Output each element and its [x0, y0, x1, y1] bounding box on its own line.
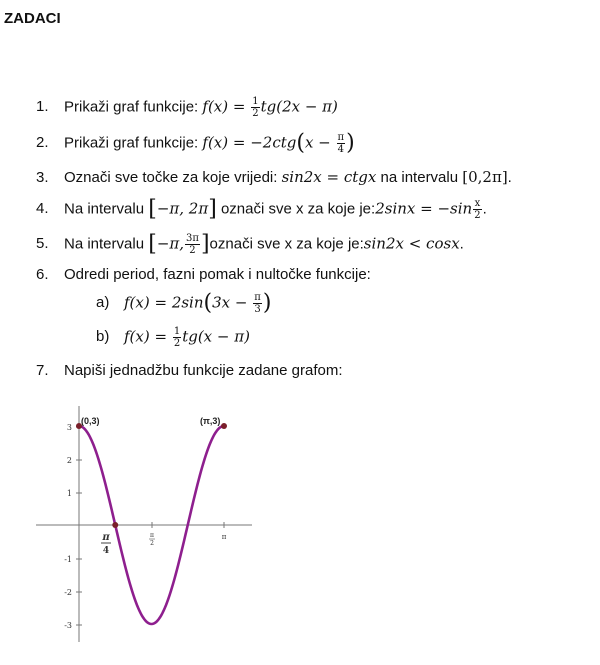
x-tick-label-pi4-denominator: 4 [102, 546, 110, 556]
task-text: označi sve x za koje je: [216, 200, 376, 218]
y-tick-label: 1 [66, 489, 72, 498]
graph-point [221, 423, 227, 429]
y-tick-label: -1 [64, 555, 72, 564]
task-number: 4. [36, 200, 49, 218]
y-tick-label: -3 [64, 621, 72, 630]
task-7 [36, 362, 343, 379]
math-expression: tg(x − π) [182, 327, 250, 346]
math-expression: x − [304, 133, 336, 152]
y-tick-label: -2 [64, 588, 72, 597]
subtask-label: a) [96, 294, 110, 312]
graph-points [76, 423, 227, 528]
math-expression: tg(2x − π) [260, 97, 338, 116]
x-tick-label-pi4-numerator: π [102, 532, 110, 543]
task-1 [36, 96, 338, 119]
fraction: $\frac{\pi}{4}$ [337, 132, 345, 155]
graph-point [112, 522, 118, 528]
task-2: 2. Prikaži graf funkcije: f(x) = −2ctg(x − $\frac{\pi}{4}$ ) [36, 130, 355, 156]
punctuation: . [507, 169, 512, 186]
fraction: $\frac{1}{2}$ [252, 96, 259, 119]
task-5: 5. Na intervalu [−π, $\frac{3\pi}{2}$ ]označi sve x za koje je:sin2x < cosx. [36, 231, 464, 257]
math-expression: 2sinx = −sin [375, 199, 473, 218]
math-expression: f(x) = −2ctg [202, 133, 297, 152]
math-expression: f(x) = [124, 327, 172, 346]
math-expression: f(x) = 2sin [124, 293, 204, 312]
task-number: 6. [36, 266, 49, 283]
y-tick-label: 3 [66, 423, 72, 432]
x-tick-label-pi: π [221, 533, 227, 541]
task-text: Odredi period, fazni pomak i nultočke funkcije: [64, 266, 371, 283]
task-number: 3. [36, 169, 49, 186]
y-tick-label: 2 [66, 456, 72, 465]
task-3 [36, 168, 512, 186]
task-text: Prikaži graf funkcije: [64, 134, 199, 152]
math-expression: 3x − [212, 293, 253, 312]
math-expression: f(x) = [202, 97, 251, 116]
task-4: 4. Na intervalu [−π, 2π] označi sve x za koje je:2sinx = −sin $\frac{x}{2}$ . [36, 196, 487, 222]
interval: [0,2π] [462, 168, 508, 186]
x-tick-label-pi2-denominator: 2 [150, 540, 154, 547]
task-text: Na intervalu [64, 200, 145, 218]
task-text: Označi sve točke za koje vrijedi: [64, 169, 278, 186]
task-text: označi sve x za koje je: [209, 235, 364, 253]
point-label-start: (0,3) [81, 416, 100, 426]
task-6 [36, 266, 371, 283]
x-tick-label-pi2-numerator: π [150, 532, 154, 539]
subtask-b [96, 326, 250, 349]
task-number: 1. [36, 98, 49, 116]
subtask-a: a) f(x) = 2sin(3x − $\frac{\pi}{3}$ ) [96, 290, 272, 316]
math-expression: sin2x = ctgx [281, 168, 377, 186]
interval: −π, [156, 234, 185, 253]
fraction: $\frac{3\pi}{2}$ [186, 233, 199, 256]
task-number: 2. [36, 134, 49, 152]
task-text: Prikaži graf funkcije: [64, 98, 199, 116]
interval: −π, 2π [156, 199, 209, 218]
fraction: $\frac{x}{2}$ [474, 198, 481, 221]
punctuation: . [482, 200, 487, 218]
task-text: Napiši jednadžbu funkcije zadane grafom: [64, 362, 343, 379]
fraction: $\frac{\pi}{3}$ [254, 292, 261, 315]
subtask-label: b) [96, 328, 110, 346]
task-number: 5. [36, 235, 49, 253]
punctuation: . [459, 235, 464, 253]
task-text: na intervalu [376, 169, 463, 186]
math-expression: sin2x < cosx [363, 234, 460, 253]
page-title: ZADACI [4, 10, 61, 27]
task-text: Na intervalu [64, 235, 145, 253]
fraction: $\frac{1}{2}$ [173, 326, 181, 349]
task-number: 7. [36, 362, 49, 379]
point-label-end: (π,3) [200, 416, 221, 426]
function-graph [34, 400, 254, 645]
